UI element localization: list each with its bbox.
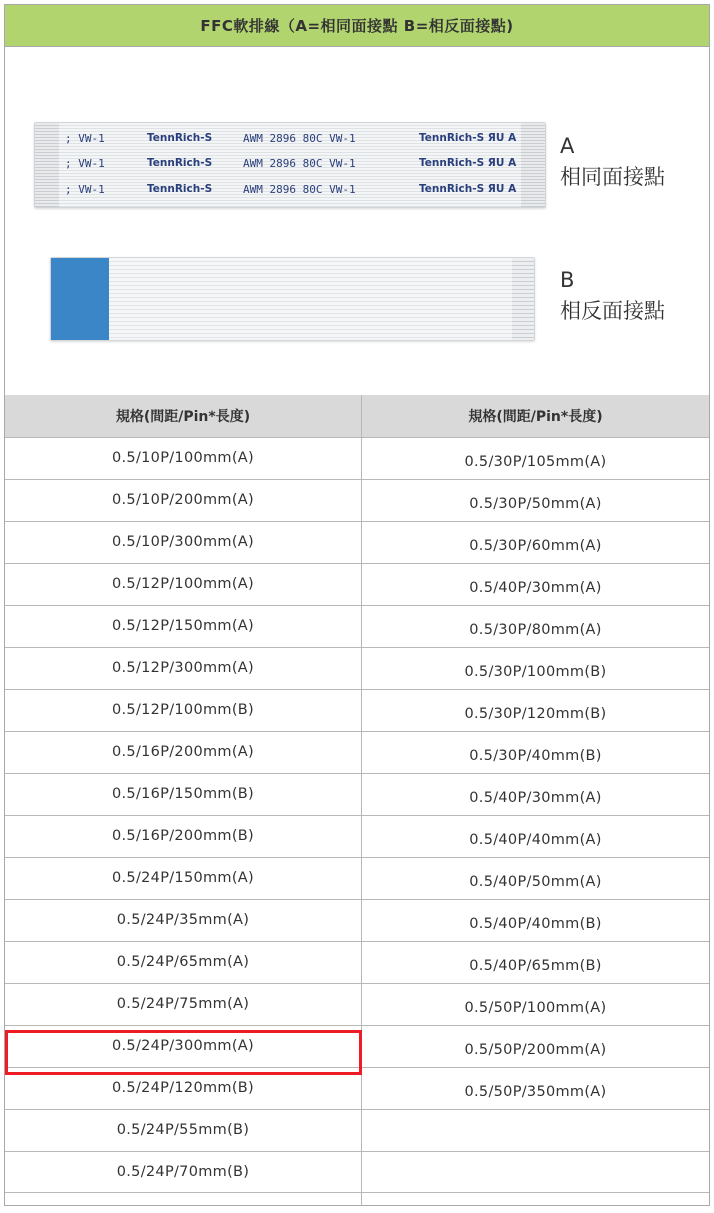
table-row-divider bbox=[5, 1109, 709, 1110]
table-row-divider bbox=[5, 563, 709, 564]
table-row-divider bbox=[5, 1151, 709, 1152]
table-cell-left: 0.5/12P/100mm(A) bbox=[112, 576, 254, 592]
table-row-divider bbox=[5, 605, 709, 606]
table-cell-right: 0.5/40P/30mm(A) bbox=[469, 580, 602, 596]
highlight-box bbox=[5, 1030, 362, 1075]
cable-print-brand: TennRich-S bbox=[147, 183, 213, 195]
table-cell-left: 0.5/24P/70mm(B) bbox=[116, 1164, 250, 1180]
cable-a-print-row bbox=[35, 132, 545, 148]
cable-b-right-contacts bbox=[512, 258, 534, 340]
table-cell-left: 0.5/12P/150mm(A) bbox=[112, 618, 254, 634]
cable-b-stiffener bbox=[51, 258, 109, 340]
table-header-row bbox=[5, 395, 709, 437]
product-image-area bbox=[5, 47, 709, 395]
table-row-divider bbox=[5, 857, 709, 858]
cable-print-spec: AWM 2896 80C VW-1 bbox=[243, 157, 356, 170]
table-cell-right: 0.5/30P/100mm(B) bbox=[464, 664, 607, 680]
table-row-divider bbox=[5, 437, 709, 438]
table-row-divider bbox=[5, 773, 709, 774]
table-row-divider bbox=[5, 689, 709, 690]
cable-a-print-row bbox=[35, 183, 545, 199]
table-cell-right: 0.5/40P/40mm(B) bbox=[469, 916, 602, 932]
table-cell-right: 0.5/50P/350mm(A) bbox=[464, 1084, 607, 1100]
table-cell-left: 0.5/24P/75mm(A) bbox=[116, 996, 250, 1012]
page-title: FFC軟排線（A=相同面接點 B=相反面接點) bbox=[5, 5, 709, 47]
table-cell-left: 0.5/24P/150mm(A) bbox=[112, 870, 254, 886]
cable-print-brand: TennRich-S bbox=[147, 157, 213, 169]
table-cell-right: 0.5/30P/50mm(A) bbox=[469, 496, 602, 512]
ffc-cable-b-image bbox=[50, 257, 535, 341]
label-b-letter: B bbox=[560, 268, 575, 292]
table-cell-right: 0.5/30P/105mm(A) bbox=[464, 454, 607, 470]
table-cell-left: 0.5/12P/300mm(A) bbox=[112, 660, 254, 676]
table-row-divider bbox=[5, 1025, 709, 1026]
table-row-divider bbox=[5, 647, 709, 648]
table-cell-left: 0.5/24P/35mm(A) bbox=[116, 912, 250, 928]
cable-print-mark: ; VW-1 bbox=[65, 132, 105, 145]
label-b-text: 相反面接點 bbox=[560, 299, 665, 323]
cable-print-brand-end: TennRich-S ЯU A bbox=[419, 183, 517, 195]
table-cell-left: 0.5/24P/55mm(B) bbox=[116, 1122, 250, 1138]
table-cell-right: 0.5/50P/200mm(A) bbox=[464, 1042, 607, 1058]
table-cell-right: 0.5/40P/50mm(A) bbox=[469, 874, 602, 890]
label-a-letter: A bbox=[560, 134, 575, 158]
table-cell-left: 0.5/10P/300mm(A) bbox=[112, 534, 254, 550]
table-header-left: 規格(間距/Pin*長度) bbox=[115, 409, 251, 425]
table-cell-right: 0.5/40P/65mm(B) bbox=[469, 958, 602, 974]
table-cell-left: 0.5/10P/200mm(A) bbox=[112, 492, 254, 508]
table-cell-left: 0.5/16P/200mm(A) bbox=[112, 744, 254, 760]
table-row-divider bbox=[5, 815, 709, 816]
table-row-divider bbox=[5, 1192, 709, 1193]
table-cell-left: 0.5/16P/150mm(B) bbox=[111, 786, 254, 802]
table-cell-right: 0.5/50P/100mm(A) bbox=[464, 1000, 607, 1016]
table-column-divider bbox=[361, 395, 362, 1206]
table-cell-right: 0.5/30P/120mm(B) bbox=[464, 706, 607, 722]
label-a-text: 相同面接點 bbox=[560, 165, 665, 189]
table-cell-left: 0.5/24P/120mm(B) bbox=[111, 1080, 254, 1096]
table-row-divider bbox=[5, 521, 709, 522]
cable-print-brand-end: TennRich-S ЯU A bbox=[419, 132, 517, 144]
table-cell-right bbox=[362, 1155, 709, 1197]
table-cell-right: 0.5/30P/60mm(A) bbox=[469, 538, 602, 554]
table-cell-right: 0.5/30P/40mm(B) bbox=[469, 748, 602, 764]
cable-print-mark: ; VW-1 bbox=[65, 157, 105, 170]
table-cell-right: 0.5/40P/30mm(A) bbox=[469, 790, 602, 806]
ffc-cable-a-image bbox=[34, 122, 546, 208]
cable-print-brand: TennRich-S bbox=[147, 132, 213, 144]
table-cell-right: 0.5/30P/80mm(A) bbox=[469, 622, 602, 638]
table-row-divider bbox=[5, 983, 709, 984]
table-row-divider bbox=[5, 899, 709, 900]
table-cell-right bbox=[362, 1113, 709, 1155]
cable-print-spec: AWM 2896 80C VW-1 bbox=[243, 132, 356, 145]
cable-a-print-row bbox=[35, 157, 545, 173]
table-row-divider bbox=[5, 731, 709, 732]
table-header-right: 規格(間距/Pin*長度) bbox=[468, 409, 603, 425]
table-cell-left: 0.5/24P/65mm(A) bbox=[116, 954, 250, 970]
cable-print-brand-end: TennRich-S ЯU A bbox=[419, 157, 517, 169]
table-cell-left: 0.5/24P/300mm(A) bbox=[112, 1038, 254, 1054]
table-row-divider bbox=[5, 941, 709, 942]
table-cell-right: 0.5/40P/40mm(A) bbox=[469, 832, 602, 848]
table-cell-left: 0.5/16P/200mm(B) bbox=[111, 828, 254, 844]
table-cell-left: 0.5/12P/100mm(B) bbox=[111, 702, 254, 718]
cable-print-mark: ; VW-1 bbox=[65, 183, 105, 196]
table-cell-left: 0.5/10P/100mm(A) bbox=[112, 450, 254, 466]
table-row-divider bbox=[5, 479, 709, 480]
cable-print-spec: AWM 2896 80C VW-1 bbox=[243, 183, 356, 196]
